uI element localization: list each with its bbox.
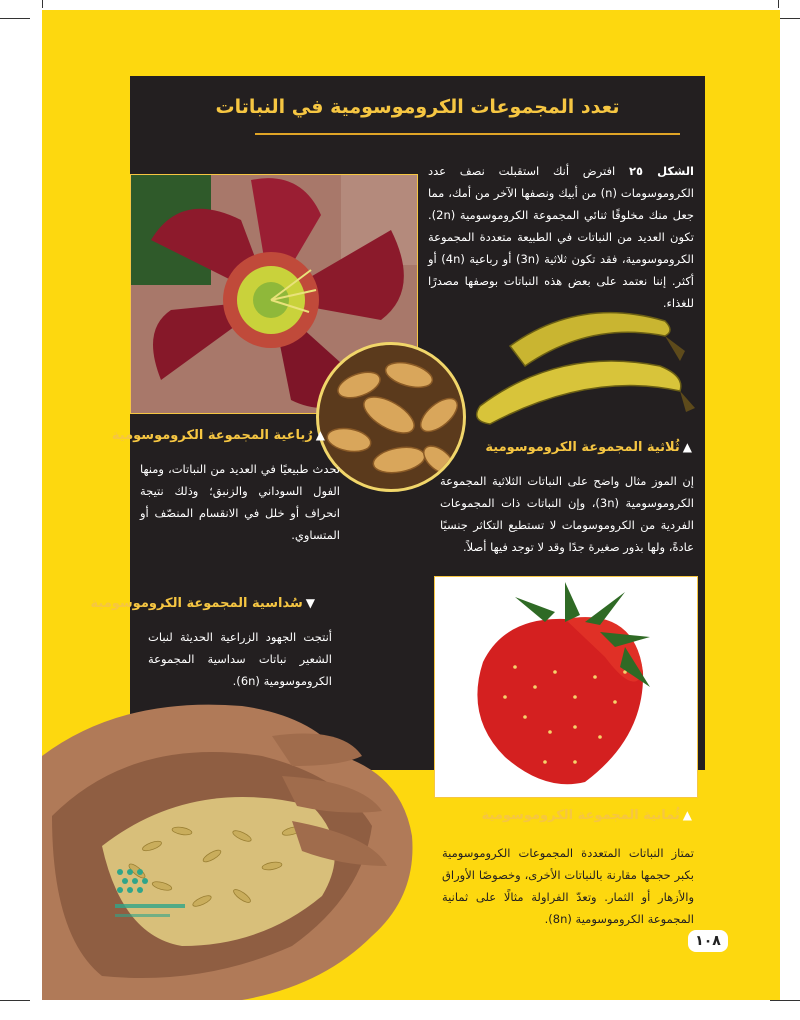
crop-mark xyxy=(770,1000,800,1001)
triangle-up-icon: ▲ xyxy=(682,440,692,454)
barley-hands-photo xyxy=(42,696,422,1000)
hexaploid-text: أنتجت الجهود الزراعية الحديثة لنبات الشعير نباتات سداسية المجموعة الكروموسومية (6n). xyxy=(148,630,332,688)
crop-mark xyxy=(42,0,43,8)
octoploid-heading: ▲ثُمانية المجموعة الكروموسومية xyxy=(481,808,692,823)
intro-paragraph xyxy=(428,160,694,314)
title-underline xyxy=(255,133,680,135)
tetraploid-heading: ▲رُباعية المجموعة الكروموسومية xyxy=(111,428,325,443)
intro-text: افترض أنك استقبلت نصف عدد الكروموسومات (n) من أبيك ونصفها الآخر من أمك، مما جعل منك مخلوقًا ثنائي المجموعة الكروموسومية (2n). تكون العديد من النباتات في الطبيعة متعددة المجموعة الكروموسومية، فقد تكون ثلاثية (3n) أو رباعية (4n) أو أكثر. إننا نعتمد على بعض هذه النباتات بوصفها مصدرًا للغذاء. xyxy=(428,164,694,310)
crop-mark xyxy=(778,0,779,8)
strawberry-photo xyxy=(434,576,698,798)
hexaploid-heading: ▼سُداسية المجموعة الكروموسومية xyxy=(90,596,315,611)
page-title: تعدد المجموعات الكروموسومية في النباتات xyxy=(215,96,620,118)
ministry-logo xyxy=(110,862,200,936)
triangle-up-icon: ▲ xyxy=(682,808,692,822)
triangle-up-icon: ▲ xyxy=(315,428,325,442)
banana-photo xyxy=(470,296,698,428)
octoploid-text: تمتاز النباتات المتعددة المجموعات الكروموسومية بكبر حجمها مقارنة بالنباتات الأخرى، وخصوصًا الأوراق والأزهار أو الثمار. وتعدّ الفراولة مثالًا على ثمانية المجموعة الكروموسومية (8n). xyxy=(442,846,694,926)
crop-mark xyxy=(0,18,30,19)
triangle-down-icon: ▼ xyxy=(305,596,315,610)
page-number: ١٠٨ xyxy=(688,930,728,952)
tetraploid-text: تحدث طبيعيًا في العديد من النباتات، ومنها الفول السوداني والزنبق؛ وذلك نتيجة انحراف أو خلل في الانقسام المنصّف أو المتساوي. xyxy=(140,462,340,542)
triploid-text: إن الموز مثال واضح على النباتات الثلاثية المجموعة الكروموسومية (3n)، وإن النباتات ذات المجموعات الفردية من الكروموسومات لا تستطيع التكاثر جنسيًا عادةً، ولها بذور صغيرة جدًا وقد لا توجد فيها أصلاً. xyxy=(440,474,694,554)
figure-label: الشكل ٢٥ xyxy=(628,164,694,178)
triploid-heading: ▲ثُلاثية المجموعة الكروموسومية xyxy=(485,440,692,455)
crop-mark xyxy=(0,1000,30,1001)
